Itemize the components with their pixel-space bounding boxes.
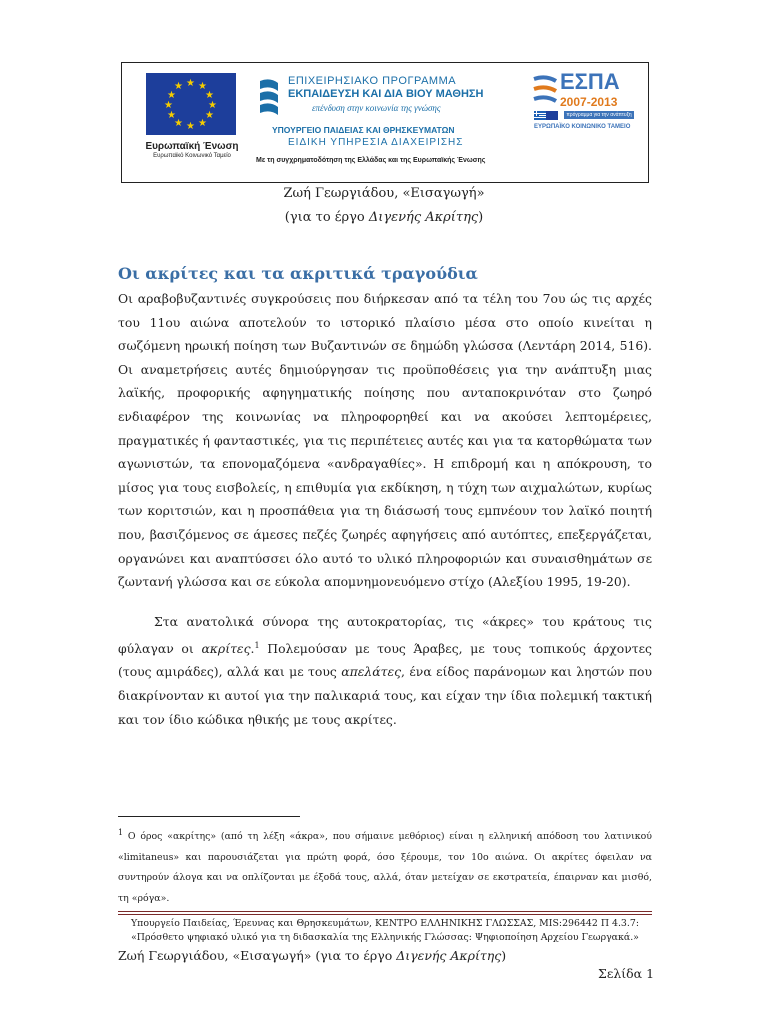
p2-text-2: . — [250, 640, 255, 656]
footnote-number: 1 — [118, 828, 124, 837]
authority-name: ΕΙΔΙΚΗ ΥΠΗΡΕΣΙΑ ΔΙΑΧΕΙΡΙΣΗΣ — [288, 137, 464, 148]
espa-title: ΕΣΠΑ — [560, 69, 620, 94]
author-line: Ζωή Γεωργιάδου, «Εισαγωγή» — [283, 186, 485, 201]
espa-years: 2007-2013 — [560, 95, 618, 109]
espa-fund-name: ΕΥΡΩΠΑΪΚΟ ΚΟΙΝΩΝΙΚΟ ΤΑΜΕΙΟ — [534, 124, 631, 130]
work-prefix: (για το έργο — [284, 210, 369, 225]
cofunding-text: Με τη συγχρηματοδότηση της Ελλάδας και της Ευρωπαϊκής Ένωσης — [256, 157, 486, 164]
p2-text-4: , ένα είδος παράνομων και ληστών που διακρίνονταν κι αυτοί για την παλικαριά τους, και είχαν την ίδια πολεμική τακτική και τον ίδιο κώδικα ηθικής με τους ακρίτες. — [118, 664, 652, 727]
footer-line1: Υπουργείο Παιδείας, Έρευνας και Θρησκευμάτων, ΚΕΝΤΡΟ ΕΛΛΗΝΙΚΗΣ ΓΛΩΣΣΑΣ, MIS:296442 Π 4.3.7: — [130, 918, 640, 929]
ministry-name: ΥΠΟΥΡΓΕΙΟ ΠΑΙΔΕΙΑΣ ΚΑΙ ΘΡΗΣΚΕΥΜΑΤΩΝ — [272, 125, 455, 135]
p2-text-3: Πολεμούσαν με τους Άραβες, με τους τοπικούς άρχοντες (τους αμιράδες), αλλά και με τους — [118, 640, 652, 680]
p2-emph-apelates: απελάτες — [341, 664, 402, 680]
program-line2: ΕΚΠΑΙΔΕΥΣΗ ΚΑΙ ΔΙΑ ΒΙΟΥ ΜΑΘΗΣΗ — [288, 88, 484, 100]
program-line1: ΕΠΙΧΕΙΡΗΣΙΑΚΟ ΠΡΟΓΡΑΜΜΑ — [288, 75, 457, 87]
p2-emph-akrites: ακρίτες — [201, 640, 251, 656]
footnote-separator — [118, 816, 300, 817]
eu-subtitle: Ευρωπαϊκό Κοινωνικό Ταμείο — [153, 153, 231, 159]
footer-line3-prefix: Ζωή Γεωργιάδου, «Εισαγωγή» (για το έργο — [118, 948, 397, 963]
program-slogan: επένδυση στην κοινωνία της γνώσης — [312, 103, 441, 113]
footnote-text: Ο όρος «ακρίτης» (από τη λέξη «άκρα», που σήμαινε μεθόριος) είναι η ελληνική απόδοση του λατινικού «limitaneus» και παρουσιάζεται για πρώτη φορά, όσο ξέρουμε, τον 10ο αιώνα. Οι ακρίτες όφειλαν να συντηρούν άλογα και να οπλίζονται με έξοδά τους, αλλά, όταν μετείχαν σε εκστρατεία, έπαιρναν και μισθό, τη «ρόγα». — [118, 831, 652, 904]
footer-line2: «Πρόσθετο ψηφιακό υλικό για τη διδασκαλία της Ελληνικής Γλώσσας: Ψηφιοποίηση Αρχείου Γεωργακά.» — [131, 932, 639, 943]
eu-logo-block — [138, 73, 246, 159]
eu-title: Ευρωπαϊκή Ένωση — [145, 141, 239, 152]
paragraph-2 — [118, 610, 652, 731]
footer-line3-title: Διγενής Ακρίτης — [396, 948, 502, 963]
work-suffix: ) — [478, 210, 484, 225]
footer-rule-top — [118, 911, 652, 912]
eu-flag-icon: ★ ★ ★ ★ ★ ★ ★ ★ ★ ★ ★ ★ — [146, 73, 236, 135]
p2-text-1: Στα ανατολικά σύνορα της αυτοκρατορίας, τις «άκρες» του κράτους τις φύλαγαν οι — [118, 614, 652, 656]
work-title: Διγενής Ακρίτης — [368, 210, 479, 225]
footer-line3 — [118, 948, 506, 963]
footnote-1 — [118, 823, 652, 909]
work-line — [0, 210, 768, 225]
eu-small-flag-icon — [546, 111, 558, 120]
footer-line3-suffix: ) — [501, 948, 507, 963]
greek-flag-icon — [534, 111, 546, 120]
footer-rule-bottom — [118, 914, 652, 915]
paragraph-1: Οι αραβοβυζαντινές συγκρούσεις που διήρκεσαν από τα τέλη του 7ου ώς τις αρχές του 11ου αιώνα αποτελούν το ιστορικό πλαίσιο μέσα στο οποίο κινείται η σωζόμενη ηρωική ποίηση των Βυζαντινών σε δημώδη γλώσσα (Λεντάρη 2014, 516). Οι αναμετρήσεις αυτές δημιούργησαν τις προϋποθέσεις για την ανάπτυξη μιας λαϊκής, προφορικής αφηγηματικής ποίησης που ανταποκρινόταν στο ζωηρό ενδιαφέρον της κοινωνίας να πληροφορηθεί και να ακούσει λεπτομέρειες, πραγματικές ή φανταστικές, για τις περιπέτειες αυτές και για τα κατορθώματα των αγωνιστών, τα επονομαζόμενα «ανδραγαθίες». Η επιδρομή και η απόκρουση, το μίσος για τους εισβολείς, η επιθυμία για εκδίκηση, η τύχη των αιχμαλώτων, κυρίως των κοριτσιών, και η προσπάθεια για τη διάσωσή τους εμπνέουν τον λαϊκό ποιητή που, βασιζόμενος σε άμεσες πεζές ζωηρές αφηγήσεις από αυτόπτες, επεξεργάζεται, οργανώνει και αναπτύσσει όλο αυτό το υλικό πληροφοριών και συναισθημάτων σε ζωντανή γλώσσα και σε εύκολα απομνημονευόμενο στίχο (Αλεξίου 1995, 19-20). — [118, 291, 652, 590]
section-heading: Οι ακρίτες και τα ακριτικά τραγούδια — [118, 264, 478, 283]
program-emblem-icon — [258, 77, 280, 117]
espa-tagline: πρόγραμμα για την ανάπτυξη — [564, 111, 634, 119]
cofunding-banner — [121, 62, 649, 183]
footnote-ref[interactable]: 1 — [254, 640, 260, 650]
page-number: Σελίδα 1 — [598, 966, 655, 981]
